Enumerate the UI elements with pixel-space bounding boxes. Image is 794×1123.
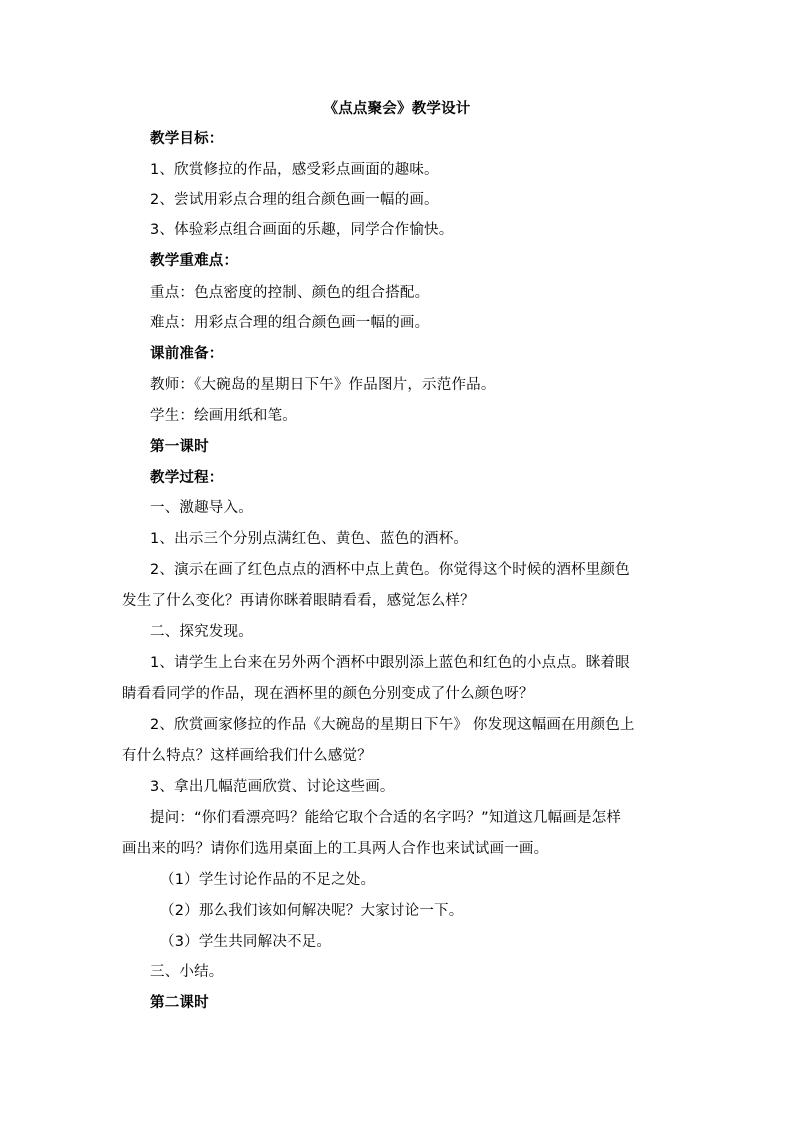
paragraph-line: 1、请学生上台来在另外两个酒杯中跟别添上蓝色和红色的小点点。眯着眼 [150, 655, 630, 671]
heading-preparation: 课前准备： [150, 346, 224, 362]
paragraph-line: 难点：用彩点合理的组合颜色画一幅的画。 [150, 315, 430, 331]
paragraph-line: 2、尝试用彩点合理的组合颜色画一幅的画。 [150, 192, 439, 208]
paragraph-line: 画出来的吗？请你们选用桌面上的工具两人合作也来试试画一画。 [122, 841, 549, 857]
paragraph-line: 3、拿出几幅范画欣赏、讨论这些画。 [150, 779, 395, 795]
paragraph-line: 提问：“你们看漂亮吗？能给它取个合适的名字吗？”知道这几幅画是怎样 [150, 810, 622, 826]
paragraph-line: （2）那么我们该如何解决呢？大家讨论一下。 [160, 903, 464, 919]
paragraph-line: 二、探究发现。 [150, 624, 253, 640]
paragraph-line: 2、演示在画了红色点点的酒杯中点上黄色。你觉得这个时候的酒杯里颜色 [150, 562, 630, 578]
paragraph-line: 1、欣赏修拉的作品，感受彩点画面的趣味。 [150, 162, 439, 178]
heading-first-lesson: 第一课时 [150, 439, 209, 455]
heading-teaching-goals: 教学目标： [150, 131, 224, 147]
paragraph-line: 学生：绘画用纸和笔。 [150, 408, 297, 424]
document-title: 《点点聚会》教学设计 [323, 101, 471, 117]
heading-key-points: 教学重难点： [150, 253, 239, 269]
paragraph-line: （1）学生讨论作品的不足之处。 [160, 872, 376, 888]
paragraph-line: （3）学生共同解决不足。 [160, 934, 332, 950]
paragraph-line: 三、小结。 [150, 964, 224, 980]
paragraph-line: 有什么特点？这样画给我们什么感觉？ [122, 748, 372, 764]
paragraph-line: 睛看看同学的作品，现在酒杯里的颜色分别变成了什么颜色呀？ [122, 686, 534, 702]
heading-second-lesson: 第二课时 [150, 995, 209, 1011]
paragraph-line: 教师：《大碗岛的星期日下午》作品图片，示范作品。 [150, 377, 496, 393]
paragraph-line: 1、出示三个分别点满红色、黄色、蓝色的酒杯。 [150, 531, 469, 547]
paragraph-line: 发生了什么变化？再请你眯着眼睛看看，感觉怎么样？ [122, 593, 475, 609]
heading-teaching-process: 教学过程： [150, 470, 224, 486]
paragraph-line: 3、体验彩点组合画面的乐趣，同学合作愉快。 [150, 222, 454, 238]
paragraph-line: 重点：色点密度的控制、颜色的组合搭配。 [150, 285, 430, 301]
paragraph-line: 一、激趣导入。 [150, 500, 253, 516]
paragraph-line: 2、欣赏画家修拉的作品《大碗岛的星期日下午》 你发现这幅画在用颜色上 [150, 717, 635, 733]
